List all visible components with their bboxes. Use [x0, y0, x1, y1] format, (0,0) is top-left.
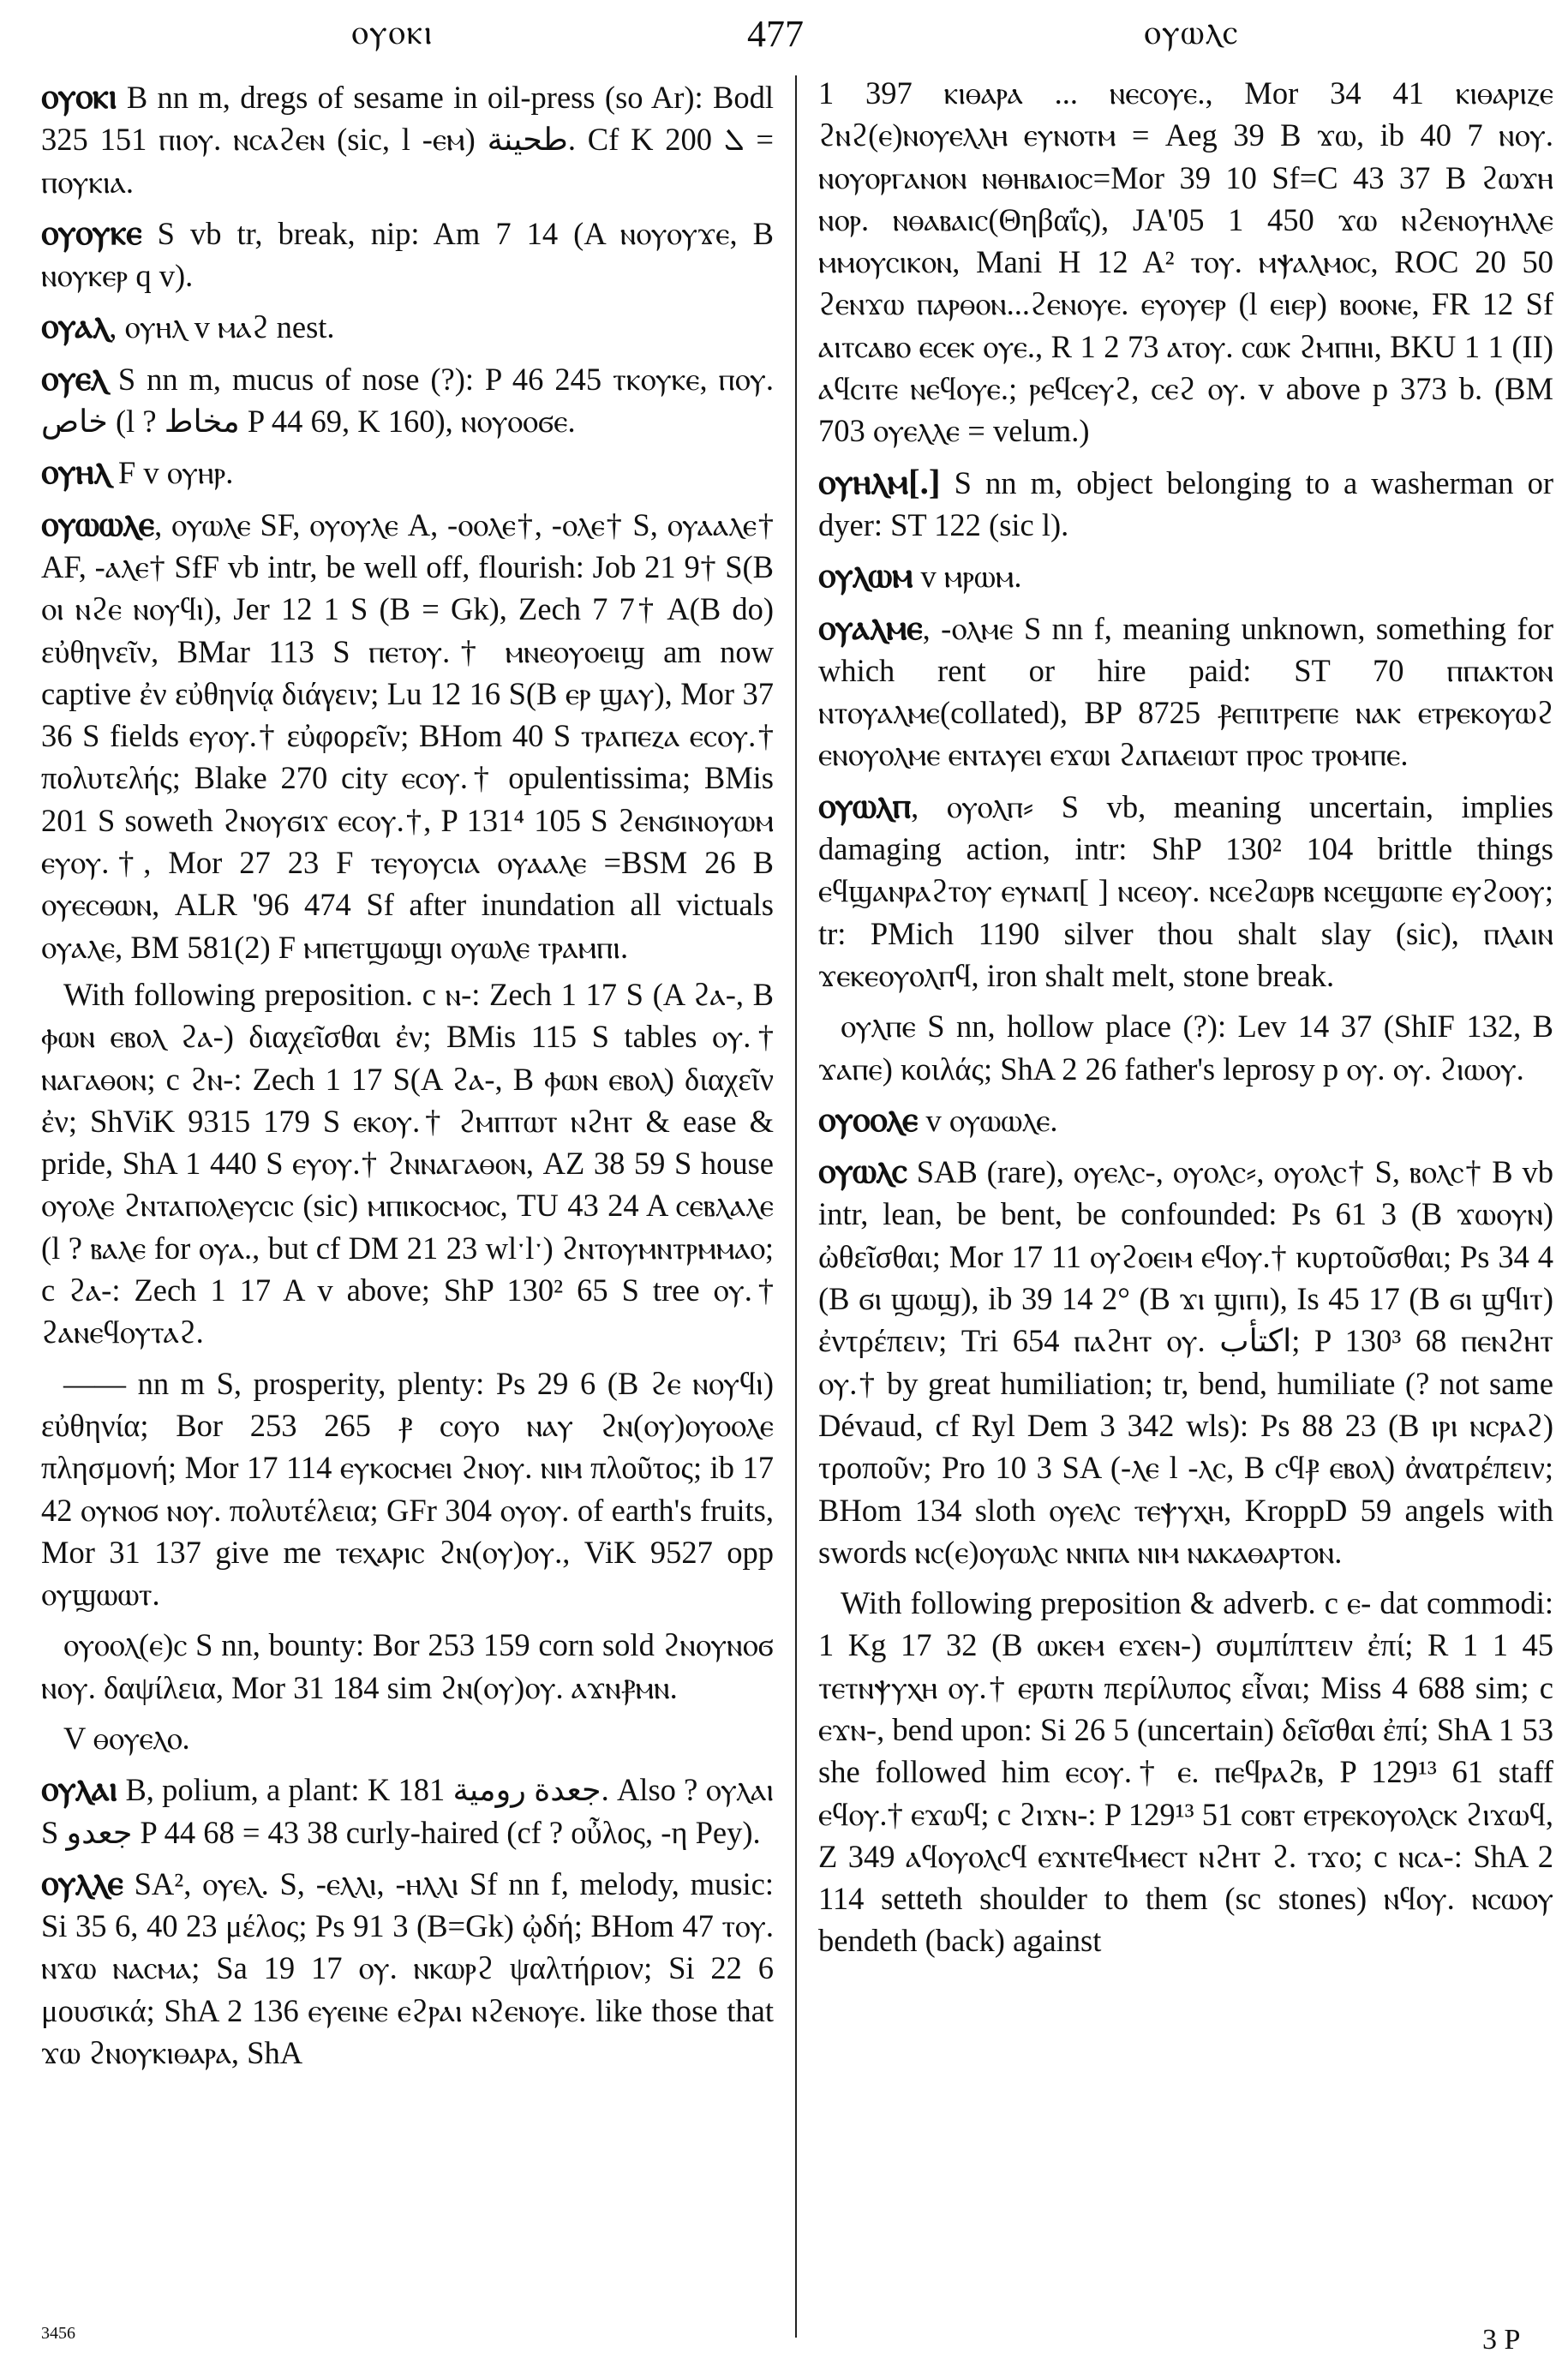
entry-text: , ⲟⲩⲟⲗⲡ⸗ S vb, meaning uncertain, implies damaging action, intr: ShP 130² 104 brittle things ⲉϥϣⲁⲛⲣⲁϩⲧⲟⲩ ⲉⲩⲛⲁⲡ[ ] ⲛⲥⲉⲟⲩ. ⲛⲥⲉϩⲱⲣⲃ ⲛⲥⲉϣⲱⲡⲉ ⲉⲩϩⲟⲟⲩ; tr: PMich 1190 silver thou shalt slay (sic), ⲡⲗⲁⲓⲛ ϫⲉⲕⲉⲟⲩⲟⲗⲡϥ, iron shalt melt, stone break.	[818, 788, 1553, 993]
entry-text: v ⲟⲩⲱⲱⲗⲉ.	[918, 1102, 1058, 1138]
entry-oulp	[818, 785, 1553, 997]
entry-ouoki	[41, 75, 774, 203]
entry-ouelm	[818, 461, 1553, 547]
headword: ⲟⲩⲗⲁⲓ	[41, 1769, 118, 1809]
subentry-ouool-es: ⲟⲩⲟⲟⲗ(ⲉ)ⲥ S nn, bounty: Bor 253 159 corn sold ϩⲛⲟⲩⲛⲟϭ ⲛⲟⲩ. δαψίλεια, Mor 31 184 sim ϩⲛ(ⲟⲩ)ⲟⲩ. ⲁϫⲛⳁⲙⲛ.	[41, 1627, 774, 1705]
entry-oulle	[41, 1862, 774, 2074]
left-column	[41, 75, 774, 2303]
headword: ⲟⲩⲁⲗⲙⲉ	[818, 607, 923, 647]
entry-text: , ⲟⲩⲱⲗⲉ SF, ⲟⲩⲟⲩⲗⲉ A, -ⲟⲟⲗⲉ†, -ⲟⲗⲉ† S, ⲟⲩⲁⲁⲗⲉ† AF, -ⲁⲗⲉ† SfF vb intr, be well off, flourish: Job 21 9† S(B ⲟⲓ ⲛϩⲉ ⲛⲟⲩϥⲓ), Jer 12 1 S (B = Gk), Zech 7 7† A(B do) εὐθηνεῖν, BMar 113 S ⲡⲉⲧⲟⲩ.† ⲙⲛⲉⲟⲩⲟⲉⲓϣ am now captive ἐν εὐθηνίᾳ διάγειν; Lu 12 16 S(B ⲉⲣ ϣⲁⲩ), Mor 37 36 S fields ⲉⲩⲟⲩ.† εὐφορεῖν; BHom 40 S ⲧⲣⲁⲡⲉⲍⲁ ⲉⲥⲟⲩ.† πολυτελής; Blake 270 city ⲉⲥⲟⲩ.† opulentissima; BMis 201 S soweth ϩⲛⲟⲩϭⲓϫ ⲉⲥⲟⲩ.†, P 131⁴ 105 S ϩⲉⲛϭⲓⲛⲟⲩⲱⲙ ⲉⲩⲟⲩ.†, Mor 27 23 F ⲧⲉⲩⲟⲩⲥⲓⲁ ⲟⲩⲁⲁⲗⲉ =BSM 26 B ⲟⲩⲉⲥⲑⲱⲛ, ALR '96 474 Sf after inundation all victuals ⲟⲩⲁⲗⲉ, BM 581(2) F ⲙⲡⲉⲧϣⲱϣⲓ ⲟⲩⲱⲗⲉ ⲧⲣⲁⲙⲡⲓ.	[41, 506, 774, 965]
entry-continuation: 1 397 ⲕⲓⲑⲁⲣⲁ ... ⲛⲉⲥⲟⲩⲉ., Mor 34 41 ⲕⲓⲑⲁⲣⲓⲍⲉ ϩⲛϩ(ⲉ)ⲛⲟⲩⲉⲗⲗⲏ ⲉⲩⲛⲟⲧⲙ = Aeg 39 B ϫⲱ, ib 40 7 ⲛⲟⲩ. ⲛⲟⲩⲟⲣⲅⲁⲛⲟⲛ ⲛⲑⲏⲃⲁⲓⲟⲥ=Mor 39 10 Sf=C 43 37 B ϩⲱϫⲏ ⲛⲟⲣ. ⲛⲑⲁⲃⲁⲓⲥ(Θηβαΐς), JA'05 1 450 ϫⲱ ⲛϩⲉⲛⲟⲩⲏⲗⲗⲉ ⲙⲙⲟⲩⲥⲓⲕⲟⲛ, Mani H 12 A² ⲧⲟⲩ. ⲙⲯⲁⲗⲙⲟⲥ, ROC 20 50 ϩⲉⲛϫⲱ ⲡⲁⲣⲑⲟⲛ...ϩⲉⲛⲟⲩⲉ. ⲉⲩⲟⲩⲉⲣ (l ⲉⲓⲉⲣ) ⲃⲟⲟⲛⲉ, FR 12 Sf ⲁⲓⲧⲥⲁⲃⲟ ⲉⲥⲉⲕ ⲟⲩⲉ., R 1 2 73 ⲁⲧⲟⲩ. ⲥⲱⲕ ϩⲙⲡⲏⲓ, BKU 1 1 (II) ⲁϥⲥⲓⲧⲉ ⲛⲉϥⲟⲩⲉ.; ⲣⲉϥⲥⲉⲩϩ, ⲥⲉϩ ⲟⲩ. v above p 373 b. (BM 703 ⲟⲩⲉⲗⲗⲉ = velum.)	[818, 75, 1553, 449]
entry-oulom	[818, 554, 1553, 597]
column-divider	[795, 75, 797, 2338]
headword: ⲟⲩⲟⲩⲕⲉ	[41, 212, 142, 252]
entry-text: SA², ⲟⲩⲉⲗ. S, -ⲉⲗⲗⲓ, -ⲏⲗⲗⲓ Sf nn f, melody, music: Si 35 6, 40 23 μέλος; Ps 91 3 (B=Gk) ᾠδή; BHom 47 ⲧⲟⲩ. ⲛϫⲱ ⲛⲁⲥⲙⲁ; Sa 19 17 ⲟⲩ. ⲛⲕⲱⲣϩ ψαλτήριον; Si 22 6 μουσικά; ShA 2 136 ⲉⲩⲉⲓⲛⲉ ⲉϩⲣⲁⲓ ⲛϩⲉⲛⲟⲩⲉ. like those that ϫⲱ ϩⲛⲟⲩⲕⲓⲑⲁⲣⲁ, ShA	[41, 1865, 774, 2071]
page-footer	[0, 2324, 1568, 2358]
footer-sheet-mark: 3 P	[1482, 2324, 1521, 2356]
running-head-left: ⲟⲩⲟⲕⲓ	[351, 13, 434, 51]
entry-text: , ⲟⲩⲏⲗ v ⲙⲁϩ nest.	[109, 309, 335, 345]
entry-ouoole-ref	[818, 1099, 1553, 1141]
headword: ⲟⲩⲉⲗ	[41, 357, 107, 398]
headword: ⲟⲩⲏⲗⲙ[.]	[818, 461, 941, 501]
subentry-noun: —— nn m S, prosperity, plenty: Ps 29 6 (B ϩⲉ ⲛⲟⲩϥⲓ) εὐθηνία; Bor 253 265 ⳁ ⲥⲟⲩⲟ ⲛⲁⲩ ϩⲛ(ⲟⲩ)ⲟⲩⲟⲟⲗⲉ πλησμονή; Mor 17 114 ⲉⲩⲕⲟⲥⲙⲉⲓ ϩⲛⲟⲩ. ⲛⲓⲙ πλοῦτος; ib 17 42 ⲟⲩⲛⲟϭ ⲛⲟⲩ. πολυτέλεια; GFr 304 ⲟⲩⲟⲩ. of earth's fruits, Mor 31 137 give me ⲧⲉⲭⲁⲣⲓⲥ ϩⲛ(ⲟⲩ)ⲟⲩ., ViK 9527 opp ⲟⲩϣⲱⲱⲧ.	[41, 1365, 774, 1613]
right-column	[818, 75, 1553, 2303]
subentry-oulpe: ⲟⲩⲗⲡⲉ S nn, hollow place (?): Lev 14 37 (ShIF 132, B ϫⲁⲡⲉ) κοιλάς; ShA 2 26 father's leprosy p ⲟⲩ. ⲟⲩ. ϩⲓⲱⲟⲩ.	[818, 1009, 1553, 1087]
entry-text: B nn m, dregs of sesame in oil-press (so Ar): Bodl 325 151 ⲡⲓⲟⲩ. ⲛⲥⲁϩⲉⲛ (sic, l -ⲉⲙ) طحينة. Cf K 200 ܠ = ⲡⲟⲩⲕⲓⲁ.	[41, 80, 774, 200]
entry-ouel	[41, 357, 774, 443]
headword: ⲟⲩⲟⲟⲗⲉ	[818, 1099, 919, 1139]
headword: ⲟⲩⲗⲱⲙ	[818, 555, 913, 596]
entry-oules	[818, 1150, 1553, 1573]
entry-text: S nn m, object belonging to a washerman or dyer: ST 122 (sic l).	[818, 464, 1553, 542]
headword: ⲟⲩⲟⲕⲓ	[41, 76, 117, 116]
headword: ⲟⲩⲏⲗ	[41, 452, 111, 492]
page-number: 477	[747, 13, 804, 55]
headword: ⲟⲩⲱⲗⲡ	[818, 785, 912, 825]
entry-ouel-f	[41, 451, 774, 494]
subentry-preposition-adverb: With following preposition & adverb. c ⲉ- dat commodi: 1 Kg 17 32 (B ⲱⲕⲉⲙ ⲉϫⲉⲛ-) συμπίπτειν ἐπί; R 1 1 45 ⲧⲉⲧⲛⲯⲩⲭⲏ ⲟⲩ.† ⲉⲣⲱⲧⲛ περίλυπος εἶναι; Miss 4 688 sim; c ⲉϫⲛ-, bend upon: Si 26 5 (uncertain) δεῖσθαι ἐπί; ShA 1 53 she followed him ⲉⲥⲟⲩ.† ⲉ. ⲡⲉϥⲣⲁϩⲃ, P 129¹³ 61 staff ⲉϥⲟⲩ.† ⲉϫⲱϥ; c ϩⲓϫⲛ-: P 129¹³ 51 ⲥⲟⲃⲧ ⲉⲧⲣⲉⲕⲟⲩⲟⲗⲥⲕ ϩⲓϫⲱϥ, Z 349 ⲁϥⲟⲩⲟⲗⲥϥ ⲉϫⲛⲧⲉϥⲙⲉⲥⲧ ⲛϩⲏⲧ ϩ. ⲧϫⲟ; c ⲛⲥⲁ-: ShA 2 114 setteth shoulder to them (sc stones) ⲛϥⲟⲩ. ⲛⲥⲱⲟⲩ bendeth (back) against	[818, 1585, 1553, 1959]
entry-oulai	[41, 1768, 774, 1853]
subentry-preposition: With following preposition. c ⲛ-: Zech 1 17 S (A ϩⲁ-, B ⲫⲱⲛ ⲉⲃⲟⲗ ϩⲁ-) διαχεῖσθαι ἐν; BMis 115 S tables ⲟⲩ.† ⲛⲁⲅⲁⲑⲟⲛ; c ϩⲛ-: Zech 1 17 S(A ϩⲁ-, B ⲫⲱⲛ ⲉⲃⲟⲗ) διαχεῖν ἐν; ShViK 9315 179 S ⲉⲕⲟⲩ.† ϩⲙⲡⲧⲱⲧ ⲛϩⲏⲧ & ease & pride, ShA 1 440 S ⲉⲩⲟⲩ.† ϩⲛⲛⲁⲅⲁⲑⲟⲛ, AZ 38 59 S house ⲟⲩⲟⲗⲉ ϩⲛⲧⲁⲡⲟⲗⲉⲩⲥⲓⲥ (sic) ⲙⲡⲓⲕⲟⲥⲙⲟⲥ, TU 43 24 A ⲥⲉⲃⲗⲁⲗⲉ (l ? ⲃⲁⲗⲉ for ⲟⲩⲁ., but cf DM 21 23 wlˑlˑ) ϩⲛⲧⲟⲩⲙⲛⲧⲣⲙⲙⲁⲟ; c ϩⲁ-: Zech 1 17 A v above; ShP 130² 65 S tree ⲟⲩ.† ϩⲁⲛⲉϥⲟⲩⲧⲁϩ.	[41, 976, 774, 1350]
page-header	[0, 12, 1568, 63]
entry-text: , -ⲟⲗⲙⲉ S nn f, meaning unknown, something for which rent or hire paid: ST 70 ⲡⲡⲁⲕⲧⲟⲛ ⲛⲧⲟⲩⲁⲗⲙⲉ(collated), BP 8725 ⳁⲉⲡⲓⲧⲣⲉⲡⲉ ⲛⲁⲕ ⲉⲧⲣⲉⲕⲟⲩⲱϩ ⲉⲛⲟⲩⲟⲗⲙⲉ ⲉⲛⲧⲁⲩⲉⲓ ⲉϫⲱⲓ ϩⲁⲡⲁⲉⲓⲱⲧ ⲡⲣⲟⲥ ⲧⲣⲟⲙⲡⲉ.	[818, 610, 1553, 773]
running-head-right: ⲟⲩⲱⲗⲥ	[1144, 13, 1240, 51]
headword: ⲟⲩⲗⲗⲉ	[41, 1862, 123, 1902]
entry-text: F v ⲟⲩⲏⲣ.	[110, 455, 234, 491]
headword: ⲟⲩⲱⲗⲥ	[818, 1151, 907, 1191]
entry-text: S vb tr, break, nip: Am 7 14 (A ⲛⲟⲩⲟⲩϫⲉ, B ⲛⲟⲩⲕⲉⲣ q v).	[41, 215, 774, 294]
entry-text: v ⲙⲣⲱⲙ.	[913, 559, 1022, 595]
footer-signature-number: 3456	[41, 2324, 75, 2343]
entry-oual	[41, 305, 774, 348]
entry-text: B, polium, a plant: K 181 جعدة رومية. Also ? ⲟⲩⲗⲁⲓ S جعدو P 44 68 = 43 38 curly-haired (cf ? οὖλος, -η Pey).	[41, 1772, 774, 1850]
entry-oualme	[818, 607, 1553, 776]
subentry-cross-ref: V ⲑⲟⲩⲉⲗⲟ.	[63, 1720, 190, 1756]
entry-ouoole	[41, 503, 774, 968]
headword: ⲟⲩⲱⲱⲗⲉ	[41, 503, 155, 543]
entry-text: S nn m, mucus of nose (?): P 46 245 ⲧⲕⲟⲩⲕⲉ, ⲡⲟⲩ. خاص (l ? مخاط P 44 69, K 160), ⲛⲟⲩⲟⲟϭⲉ.	[41, 361, 774, 440]
entry-ououke	[41, 212, 774, 297]
entry-text: SAB (rare), ⲟⲩⲉⲗⲥ-, ⲟⲩⲟⲗⲥ⸗, ⲟⲩⲟⲗⲥ† S, ⲃⲟⲗⲥ† B vb intr, lean, be bent, be confounded: Ps 61 3 (B ϫⲱⲟⲩⲛ) ὠθεῖσθαι; Mor 17 11 ⲟⲩϩⲟⲉⲓⲙ ⲉϥⲟⲩ.† κυρτοῦσθαι; Ps 34 4 (B ϭⲓ ϣⲱϣ), ib 39 14 2° (B ϫⲓ ϣⲓⲡⲓ), Is 45 17 (B ϭⲓ ϣϥⲓⲧ) ἐντρέπειν; Tri 654 ⲡⲁϩⲏⲧ ⲟⲩ. اكتأب; P 130³ 68 ⲡⲉⲛϩⲏⲧ ⲟⲩ.† by great humiliation; tr, bend, humiliate (? not same Dévaud, cf Ryl Dem 3 342 wls): Ps 88 23 (B ⲓⲣⲓ ⲛⲥⲣⲁϩ) τροποῦν; Pro 10 3 SA (-ⲗⲉ l -ⲗⲥ, B ⲥϥⳁ ⲉⲃⲟⲗ) ἀνατρέπειν; BHom 134 sloth ⲟⲩⲉⲗⲥ ⲧⲉⲯⲩⲭⲏ, KroppD 59 angels with swords ⲛⲥ(ⲉ)ⲟⲩⲱⲗⲥ ⲛⲛⲡⲁ ⲛⲓⲙ ⲛⲁⲕⲁⲑⲁⲣⲧⲟⲛ.	[818, 1154, 1553, 1570]
headword: ⲟⲩⲁⲗ	[41, 306, 110, 346]
